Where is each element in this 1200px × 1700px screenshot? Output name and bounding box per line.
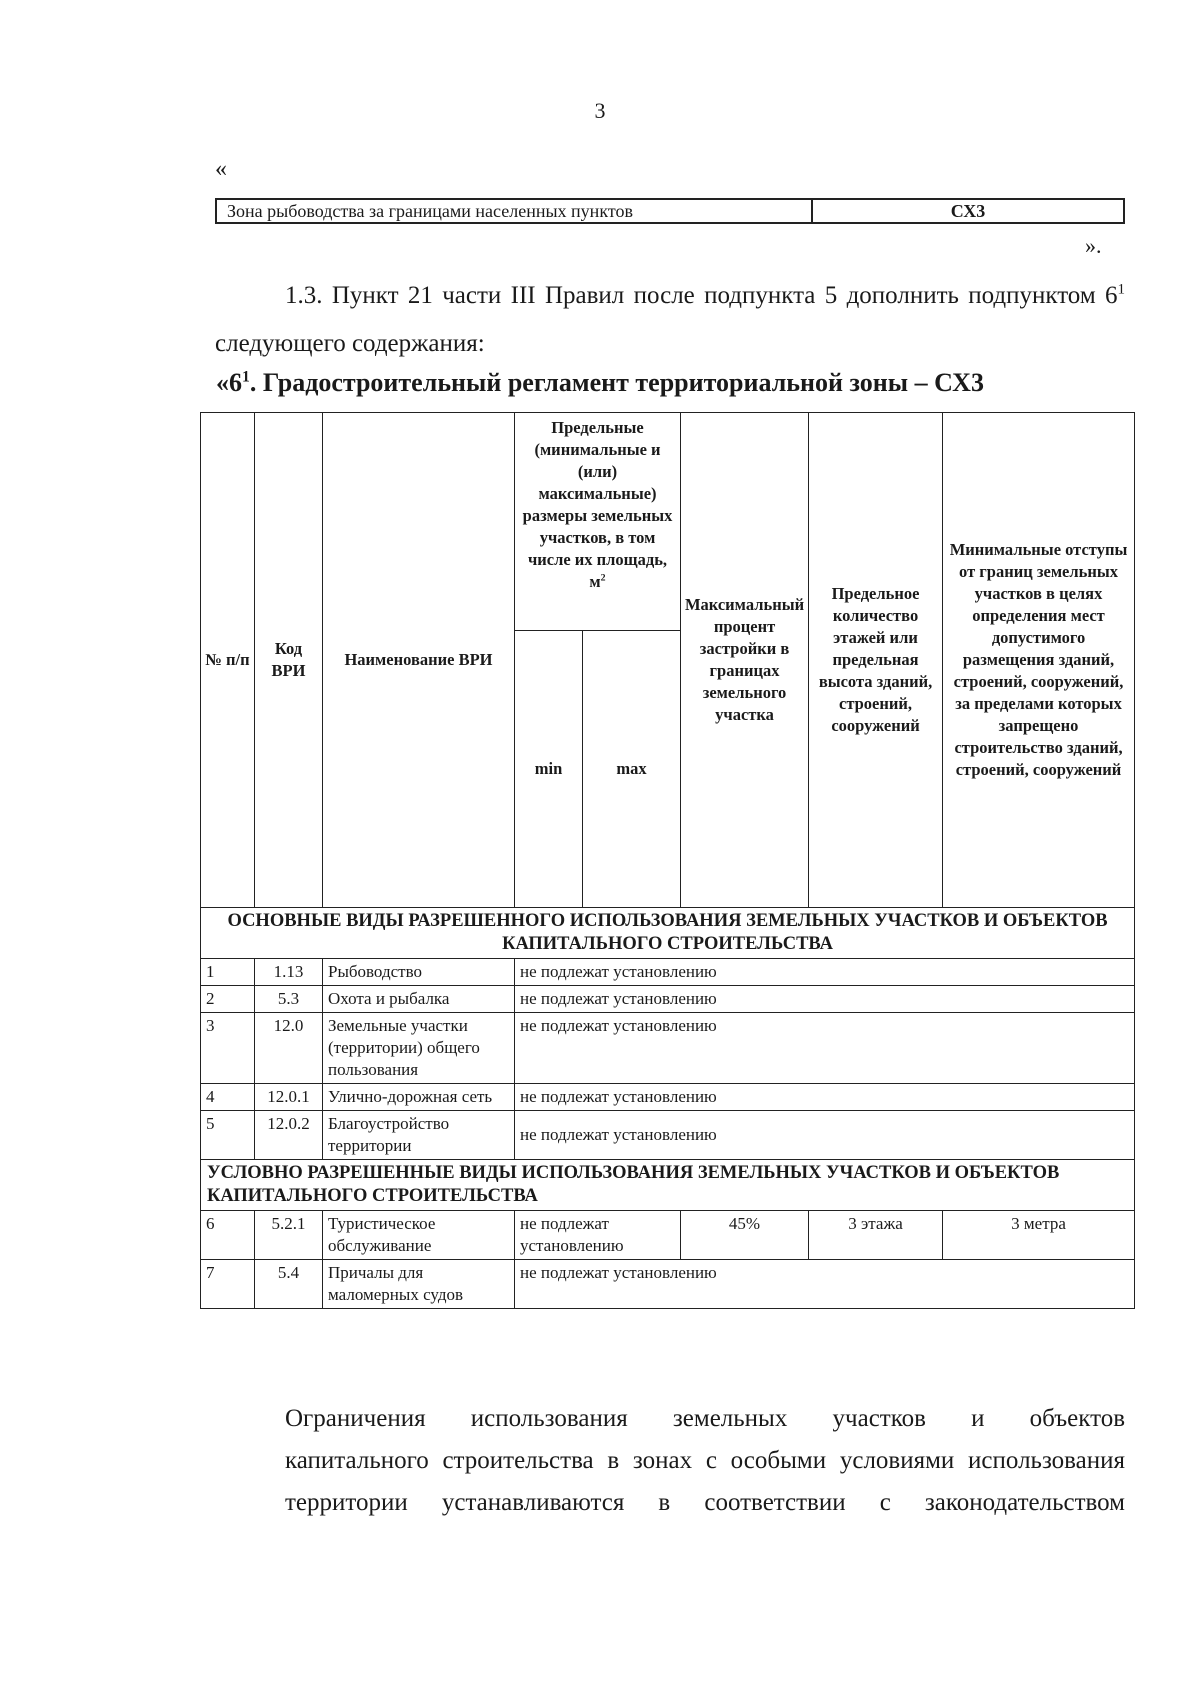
row-name: Рыбоводство	[323, 959, 515, 986]
header-code: Код ВРИ	[255, 413, 323, 908]
row-code: 12.0	[255, 1013, 323, 1084]
paragraph-line-3: территории устанавливаются в соответствии с законодательством	[285, 1489, 1125, 1516]
row-num: 4	[201, 1084, 255, 1111]
header-max-percent: Максимальный процент застройки в границах земельного участка	[681, 413, 809, 908]
row-value: не подлежат установлению	[515, 1013, 1135, 1084]
row-num: 7	[201, 1260, 255, 1309]
heading-prefix: «6	[216, 368, 243, 397]
table-row	[201, 1260, 1135, 1309]
table-row	[201, 986, 1135, 1013]
row-num: 1	[201, 959, 255, 986]
closing-quote: ».	[1085, 233, 1102, 258]
header-setbacks: Минимальные отступы от границ земельных участков в целях определения мест допустимого размещения зданий, строений, сооружений, за пределами которых запрещено строительство зданий, строений, сооружений	[943, 413, 1135, 908]
row-value: не подлежат установлению	[515, 1260, 1135, 1309]
row-num: 2	[201, 986, 255, 1013]
zone-code: СХ3	[812, 199, 1124, 223]
zone-table	[215, 198, 1125, 224]
header-max: max	[583, 631, 681, 908]
row-name: Благоустройство территории	[323, 1111, 515, 1160]
row-num: 6	[201, 1211, 255, 1260]
row-value: не подлежат установлению	[515, 959, 1135, 986]
restrictions-paragraph	[215, 1395, 1125, 1521]
header-min: min	[515, 631, 583, 908]
table-row	[201, 959, 1135, 986]
section-main-title: ОСНОВНЫЕ ВИДЫ РАЗРЕШЕННОГО ИСПОЛЬЗОВАНИЯ ЗЕМЕЛЬНЫХ УЧАСТКОВ И ОБЪЕКТОВ КАПИТАЛЬНОГО СТРОИТЕЛЬСТВА	[201, 908, 1135, 959]
header-row	[201, 413, 1135, 631]
paragraph-text-end: следующего содержания:	[215, 330, 485, 357]
row-code: 12.0.2	[255, 1111, 323, 1160]
row-value: не подлежат установлению	[515, 1111, 1135, 1160]
heading-superscript: 1	[242, 368, 250, 386]
header-limits-text: Предельные (минимальные и (или) максимальные) размеры земельных участков, в том числе их площадь, м	[522, 418, 673, 591]
section-conditional-title: УСЛОВНО РАЗРЕШЕННЫЕ ВИДЫ ИСПОЛЬЗОВАНИЯ ЗЕМЕЛЬНЫХ УЧАСТКОВ И ОБЪЕКТОВ КАПИТАЛЬНОГО СТРОИТЕЛЬСТВА	[201, 1160, 1135, 1211]
row-percent: 45%	[681, 1211, 809, 1260]
row-name: Улично-дорожная сеть	[323, 1084, 515, 1111]
amendment-paragraph	[215, 272, 1125, 368]
paragraph-text-start: 1.3. Пункт 21 части III Правил после подпункта 5 дополнить подпунктом 6	[285, 282, 1118, 309]
table-row	[201, 1084, 1135, 1111]
header-name: Наименование ВРИ	[323, 413, 515, 908]
paragraph-line-2: капитального строительства в зонах с особыми условиями использования	[285, 1447, 1125, 1474]
header-limits-sup: 2	[600, 572, 606, 584]
row-value: не подлежат установлению	[515, 986, 1135, 1013]
row-name: Земельные участки (территории) общего пользования	[323, 1013, 515, 1084]
row-code: 12.0.1	[255, 1084, 323, 1111]
section-row-main	[201, 908, 1135, 959]
row-code: 5.4	[255, 1260, 323, 1309]
row-value: не подлежат установлению	[515, 1084, 1135, 1111]
regulation-heading	[0, 368, 1200, 398]
row-num: 3	[201, 1013, 255, 1084]
heading-text: . Градостроительный регламент территориальной зоны – СХ3	[249, 368, 984, 397]
section-row-conditional	[201, 1160, 1135, 1211]
row-name: Причалы для маломерных судов	[323, 1260, 515, 1309]
header-floors: Предельное количество этажей или предельная высота зданий, строений, сооружений	[809, 413, 943, 908]
row-setback: 3 метра	[943, 1211, 1135, 1260]
zone-name: Зона рыбоводства за границами населенных пунктов	[216, 199, 812, 223]
header-num: № п/п	[201, 413, 255, 908]
row-code: 1.13	[255, 959, 323, 986]
paragraph-superscript: 1	[1117, 281, 1125, 298]
regulation-table	[200, 412, 1135, 1309]
zone-row	[216, 199, 1124, 223]
row-name: Туристическое обслуживание	[323, 1211, 515, 1260]
row-code: 5.2.1	[255, 1211, 323, 1260]
paragraph-line-1: Ограничения использования земельных участков и объектов	[285, 1405, 1125, 1432]
table-row	[201, 1111, 1135, 1160]
row-code: 5.3	[255, 986, 323, 1013]
row-floors: 3 этажа	[809, 1211, 943, 1260]
header-limits	[515, 413, 681, 631]
row-name: Охота и рыбалка	[323, 986, 515, 1013]
table-row	[201, 1013, 1135, 1084]
table-row	[201, 1211, 1135, 1260]
opening-quote: «	[215, 156, 227, 182]
row-size: не подлежат установлению	[515, 1211, 681, 1260]
page-number: 3	[594, 98, 606, 123]
row-num: 5	[201, 1111, 255, 1160]
